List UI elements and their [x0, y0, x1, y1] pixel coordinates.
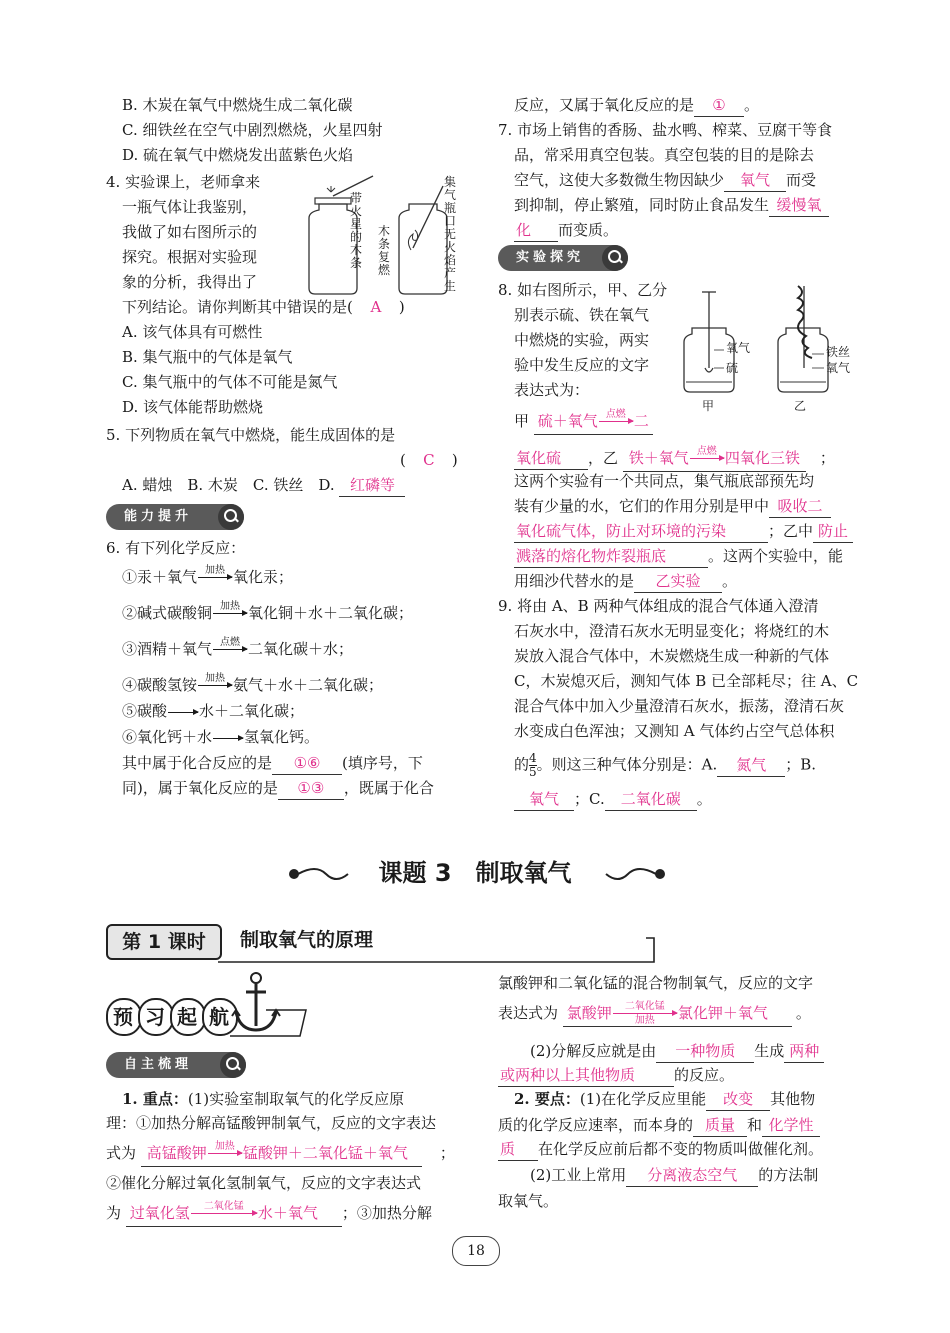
p1-line-6: 氯酸钾和二氧化锰的混合物制氧气，反应的文字	[498, 974, 814, 992]
magnifier-icon	[602, 245, 628, 271]
reaction-1-arrow	[198, 566, 232, 590]
p1-eq2-catalyst: 二氧化锰	[203, 1201, 244, 1212]
p1-text-7b: 。	[795, 1004, 811, 1022]
q3-option-b: B. 木炭在氧气中燃烧生成二氧化碳	[122, 96, 353, 114]
q8-line-12	[514, 570, 737, 593]
p1-line-5	[106, 1202, 432, 1227]
q7-answer-2b: 化	[514, 219, 558, 242]
reaction-1-reactants: ①汞＋氧气	[122, 568, 198, 586]
magnifier-icon	[220, 1052, 246, 1078]
p1-eq3-condition: 加热	[634, 1015, 655, 1026]
reaction-1-products: 氧化汞；	[233, 568, 294, 586]
q9-fraction-numerator: 4	[529, 751, 537, 765]
q5-d-answer: 红磷等	[339, 474, 405, 497]
p1-answer-1: 一种物质	[656, 1040, 754, 1063]
p1-heading: 1. 重点：	[122, 1090, 188, 1108]
p2-answer-3b: 质	[498, 1138, 538, 1161]
q8-answer-a1: 吸收二	[769, 495, 831, 518]
q9-line-5: 混合气体中加入少量澄清石灰水，振荡，澄清石灰	[514, 697, 845, 715]
q8-jia-label: 甲	[514, 412, 530, 430]
q9-text-7b: 。则这三种气体分别是：A.	[536, 755, 718, 774]
q8-line-8: 这两个实验有一个共同点，集气瓶底部预先均	[514, 472, 815, 490]
p2-line-3	[498, 1138, 823, 1161]
page-number: 18	[452, 1236, 500, 1266]
q6-answer-2: ①③	[278, 777, 344, 800]
reaction-6-products: 氢氧化钙。	[244, 728, 320, 746]
q8-fig-oxygen-jia: 氧气	[726, 341, 751, 355]
q9-line-4: C，木炭熄灭后，测知气体 B 已全部耗尽；往 A、C	[514, 672, 859, 690]
q8-eq2-products: 四氧化三铁	[724, 449, 800, 467]
reaction-2-arrow	[213, 602, 247, 626]
q8-line-3: 中燃烧的实验，两实	[514, 331, 650, 349]
q8-fig-sulfur: 硫	[726, 361, 739, 375]
p1-text-1b: (1)实验室制取氧气的化学反应原	[187, 1090, 405, 1108]
q7-text-4a: 到抑制，停止繁殖，同时防止食品发生	[514, 196, 770, 214]
q8-line-4: 验中发生反应的文字	[514, 356, 650, 374]
q3-option-c: C. 细铁丝在空气中剧烈燃烧，火星四射	[122, 121, 383, 139]
q7-line-3	[514, 169, 816, 192]
q8-semicolon: ；	[819, 449, 835, 467]
p1-equation-1	[141, 1142, 422, 1167]
q8-equation-2	[623, 447, 806, 472]
p1-line-8	[530, 1040, 824, 1063]
reaction-6	[122, 726, 319, 748]
p1-line-3	[106, 1142, 455, 1167]
p1-eq3-arrow	[613, 1002, 677, 1026]
preview-char-3: 起	[170, 998, 206, 1036]
q7-text-5b: 而变质。	[558, 221, 619, 239]
experiment-badge	[498, 245, 628, 271]
q9-line-2: 石灰水中，澄清石灰水无明显变化；将烧红的木	[514, 622, 830, 640]
q9-answer-a: 氮气	[717, 754, 785, 777]
preview-char-4: 航	[202, 998, 238, 1036]
q9-text-8b: ；C.	[574, 790, 605, 808]
p2-text-4b: 的方法制	[758, 1166, 819, 1184]
q8-yi-label: ，乙	[588, 449, 619, 467]
anchor-icon	[226, 970, 310, 1040]
q8-line-5: 表达式为：	[514, 381, 590, 399]
q5-answer: C	[423, 451, 435, 469]
p1-text-5b: ；③加热分解	[341, 1204, 432, 1222]
magnifier-icon	[218, 504, 244, 530]
p1-eq1-reactants: 高锰酸钾	[146, 1144, 207, 1162]
p1-text-5a: 为	[106, 1204, 122, 1222]
q5-open-paren: (	[400, 451, 406, 469]
q6-answer-3: ①	[694, 94, 744, 117]
reaction-2-products: 氧化铜＋水＋二氧化碳；	[248, 604, 414, 622]
q6-answer-line-3	[514, 94, 759, 117]
reaction-4	[122, 674, 383, 698]
q8-eq2-reactants: 铁＋氧气	[628, 449, 689, 467]
reaction-2	[122, 602, 413, 626]
p2-line-2	[498, 1114, 820, 1137]
q8-fig-oxygen-yi: 氧气	[826, 361, 851, 375]
p2-text-1b: (1)在化学反应里能	[579, 1090, 707, 1108]
p2-line-5: 取氧气。	[498, 1192, 559, 1210]
p1-line-9	[498, 1064, 734, 1087]
q4-fig-label-1: 带火星的木条	[350, 191, 363, 270]
p1-text-7a: 表达式为	[498, 1004, 559, 1022]
q9-line-6: 水变成白色浑浊；又测知 A 气体约占空气总体积	[514, 722, 835, 740]
reaction-1	[122, 566, 293, 590]
q8-eq2-arrow	[690, 447, 724, 471]
p1-eq1-condition: 加热	[214, 1141, 235, 1152]
p1-equation-3	[563, 1002, 792, 1027]
p2-line-1	[514, 1088, 815, 1111]
reaction-4-reactants: ④碳酸氢铵	[122, 676, 198, 694]
reaction-4-arrow	[198, 674, 232, 698]
q6-answer-line-1	[122, 752, 423, 775]
q4-question-text: 下列结论。请你判断其中错误的是(	[122, 298, 353, 316]
p1-eq1-arrow	[208, 1142, 242, 1166]
topic-title: 课题 3 制取氧气	[378, 859, 572, 887]
q8-eq1-reactants: 硫＋氧气	[537, 412, 598, 430]
preview-char-1: 预	[106, 998, 142, 1036]
q8-text-10b: ；乙中	[768, 522, 814, 540]
q5-options-text: A. 蜡烛 B. 木炭 C. 铁丝 D.	[122, 476, 335, 494]
q8-text-12b: 。	[722, 572, 738, 590]
self-review-badge-label: 自主梳理	[124, 1057, 193, 1072]
q8-answer-c: 乙实验	[634, 570, 722, 593]
q8-answer-b2: 溅落的熔化物炸裂瓶底	[514, 545, 708, 568]
reaction-1-condition: 加热	[205, 565, 226, 576]
q5-close-paren: )	[451, 451, 458, 469]
q8-line-10	[514, 520, 853, 543]
reaction-6-reactants: ⑥氧化钙＋水	[122, 728, 213, 746]
q8-line-2: 别表示硫、铁在氧气	[514, 306, 650, 324]
q6-text-6: 。	[744, 96, 760, 114]
reaction-4-products: 氨气＋水＋二氧化碳；	[233, 676, 384, 694]
lesson-label: 第 1 课时	[106, 924, 222, 960]
q4-line-4: 探究。根据对实验现	[122, 248, 258, 266]
reaction-5-arrow	[168, 711, 198, 713]
q7-answer-2a: 缓慢氧	[769, 194, 829, 217]
q4-option-a: A. 该气体具有可燃性	[122, 323, 263, 341]
reaction-3-arrow	[213, 638, 247, 662]
q4-close-paren: )	[398, 298, 405, 316]
q9-text-8c: 。	[696, 790, 712, 808]
q8-equation-yi-line	[514, 447, 835, 472]
q6-text-5: 反应，又属于氧化反应的是	[514, 96, 695, 114]
q7-line-4	[514, 194, 829, 217]
q4-line-5: 象的分析，我得出了	[122, 273, 258, 291]
p2-line-4	[530, 1164, 818, 1187]
q7-line-5	[514, 219, 618, 242]
lesson-title: 制取氧气的原理	[240, 929, 374, 951]
ability-badge	[106, 504, 244, 530]
title-ornament-right	[604, 862, 668, 886]
preview-banner	[106, 998, 234, 1032]
q8-answer-b1: 防止	[813, 520, 853, 543]
p2-heading: 2. 要点：	[514, 1090, 580, 1108]
q7-line-2: 品，常采用真空包装。真空包装的目的是除去	[514, 146, 815, 164]
q8-equation-1	[534, 410, 653, 435]
q8-line-1: 8. 如右图所示，甲、乙分	[498, 281, 668, 299]
reaction-5-reactants: ⑤碳酸	[122, 702, 168, 720]
p1-line-1	[122, 1088, 404, 1110]
q8-eq1-product-start: 二	[633, 412, 649, 430]
q7-answer-1: 氧气	[724, 169, 786, 192]
p1-text-8b: 生成	[754, 1042, 785, 1060]
q8-eq2-condition: 点燃	[696, 446, 717, 457]
reaction-6-arrow	[213, 737, 243, 739]
q8-fig-label-yi: 乙	[794, 399, 807, 413]
reaction-3	[122, 638, 353, 662]
q7-text-3a: 空气，这使大多数微生物因缺少	[514, 171, 725, 189]
q8-fig-iron-wire: 铁丝	[826, 345, 851, 359]
q9-answer-c: 二氧化碳	[605, 788, 697, 811]
q4-line-1: 4. 实验课上，老师拿来	[106, 173, 261, 191]
q8-text-9a: 装有少量的水，它们的作用分别是甲中	[514, 497, 770, 515]
q7-text-3b: 而受	[786, 171, 817, 189]
q8-line-11	[514, 545, 843, 568]
q8-fig-label-jia: 甲	[702, 399, 715, 413]
q9-line-1: 9. 将由 A、B 两种气体组成的混合气体通入澄清	[498, 597, 819, 615]
q8-text-12a: 用细沙代替水的是	[514, 572, 635, 590]
p1-eq1-products: 锰酸钾＋二氧化锰＋氧气	[242, 1144, 408, 1162]
reaction-5-products: 水＋二氧化碳；	[199, 702, 305, 720]
self-review-badge	[106, 1052, 246, 1078]
p1-eq2-arrow	[191, 1202, 257, 1226]
q6-text-2: (填序号，下	[342, 754, 423, 772]
p2-answer-2: 质量	[693, 1114, 747, 1137]
q8-line-9	[514, 495, 831, 518]
p1-text-9b: 的反应。	[674, 1066, 735, 1084]
q6-text-1: 其中属于化合反应的是	[122, 754, 273, 772]
q6-text-4: ，既属于化合	[343, 779, 434, 797]
q9-text-7a: 的	[514, 755, 530, 774]
p2-answer-1: 改变	[706, 1088, 770, 1111]
q6-answer-line-2	[122, 777, 434, 800]
q6-question: 6. 有下列化学反应：	[106, 539, 246, 557]
p1-eq2-products: 水＋氧气	[257, 1204, 318, 1222]
p2-answer-4: 分离液态空气	[626, 1164, 758, 1187]
p1-line-7	[498, 1002, 811, 1027]
p1-eq2-reactants: 过氧化氢	[129, 1204, 190, 1222]
q9-line-3: 炭放入混合气体中，木炭燃烧生成一种新的气体	[514, 647, 830, 665]
q5-options	[122, 474, 405, 497]
p2-text-2b: 和	[747, 1116, 763, 1134]
p1-eq3-reactants: 氯酸钾	[566, 1004, 612, 1022]
q3-option-d: D. 硫在氧气中燃烧发出蓝紫色火焰	[122, 146, 354, 164]
preview-char-2: 习	[138, 998, 174, 1036]
p1-text-3a: 式为	[106, 1144, 137, 1162]
reaction-2-condition: 加热	[220, 601, 241, 612]
experiment-badge-label: 实验探究	[516, 250, 585, 265]
p2-text-1c: 其他物	[770, 1090, 816, 1108]
q9-fraction	[529, 752, 537, 779]
q4-line-2: 一瓶气体让我鉴别，	[122, 198, 258, 216]
q8-eq1-product-end: 氧化硫	[514, 447, 588, 470]
q8-answer-a2: 氧化硫气体，防止对环境的污染	[514, 520, 768, 543]
p1-line-2: 理：①加热分解高锰酸钾制氧气，反应的文字表达	[106, 1114, 437, 1132]
p1-text-8a: (2)分解反应就是由	[530, 1042, 657, 1060]
q4-answer: A	[370, 298, 382, 316]
reaction-5	[122, 700, 304, 722]
q4-option-c: C. 集气瓶中的气体不可能是氮气	[122, 373, 338, 391]
p2-text-4a: (2)工业上常用	[530, 1166, 627, 1184]
q9-answer-b: 氧气	[514, 788, 574, 811]
q6-answer-1: ①⑥	[272, 752, 342, 775]
q8-text-11b: 。这两个实验中，能	[708, 547, 844, 565]
q4-fig-label-3: 集气瓶口无火焰产生	[444, 175, 457, 293]
lesson-rule	[218, 932, 664, 966]
q9-fraction-denominator: 5	[529, 765, 537, 779]
q9-line-8	[514, 788, 712, 811]
p1-line-4: ②催化分解过氧化氢制氧气，反应的文字表达式	[106, 1174, 422, 1192]
reaction-3-reactants: ③酒精＋氧气	[122, 640, 213, 658]
q9-text-7c: ；B.	[785, 755, 817, 774]
q5-answer-bracket	[400, 449, 458, 471]
q4-line-3: 我做了如右图所示的	[122, 223, 258, 241]
q8-eq1-arrow	[599, 410, 633, 434]
q8-equation-jia	[514, 410, 653, 435]
q5-question: 5. 下列物质在氧气中燃烧，能生成固体的是	[106, 426, 396, 444]
reaction-4-condition: 加热	[205, 673, 226, 684]
p1-text-3b: ；	[439, 1144, 455, 1162]
reaction-3-condition: 点燃	[220, 637, 241, 648]
p2-answer-3a: 化学性	[762, 1114, 820, 1137]
ability-badge-label: 能力提升	[124, 509, 193, 524]
p2-text-3b: 在化学反应前后都不变的物质叫做催化剂。	[538, 1140, 824, 1158]
p1-eq3-catalyst: 二氧化锰	[624, 1001, 665, 1012]
q6-text-3: 同)，属于氧化反应的是	[122, 779, 278, 797]
p2-text-2a: 质的化学反应速率，而本身的	[498, 1116, 694, 1134]
q9-line-7	[514, 752, 816, 779]
p1-answer-2a: 两种	[784, 1040, 824, 1063]
q4-option-d: D. 该气体能帮助燃烧	[122, 398, 264, 416]
p1-eq3-products: 氯化钾＋氧气	[677, 1004, 768, 1022]
q8-eq1-condition: 点燃	[605, 409, 626, 420]
reaction-2-reactants: ②碱式碳酸铜	[122, 604, 213, 622]
reaction-3-products: 二氧化碳＋水；	[248, 640, 354, 658]
p1-answer-2b: 或两种以上其他物质	[498, 1064, 674, 1087]
q4-fig-label-2: 木条复燃	[378, 224, 391, 277]
p1-equation-2	[126, 1202, 342, 1227]
q4-option-b: B. 集气瓶中的气体是氧气	[122, 348, 293, 366]
q7-line-1: 7. 市场上销售的香肠、盐水鸭、榨菜、豆腐干等食	[498, 121, 833, 139]
